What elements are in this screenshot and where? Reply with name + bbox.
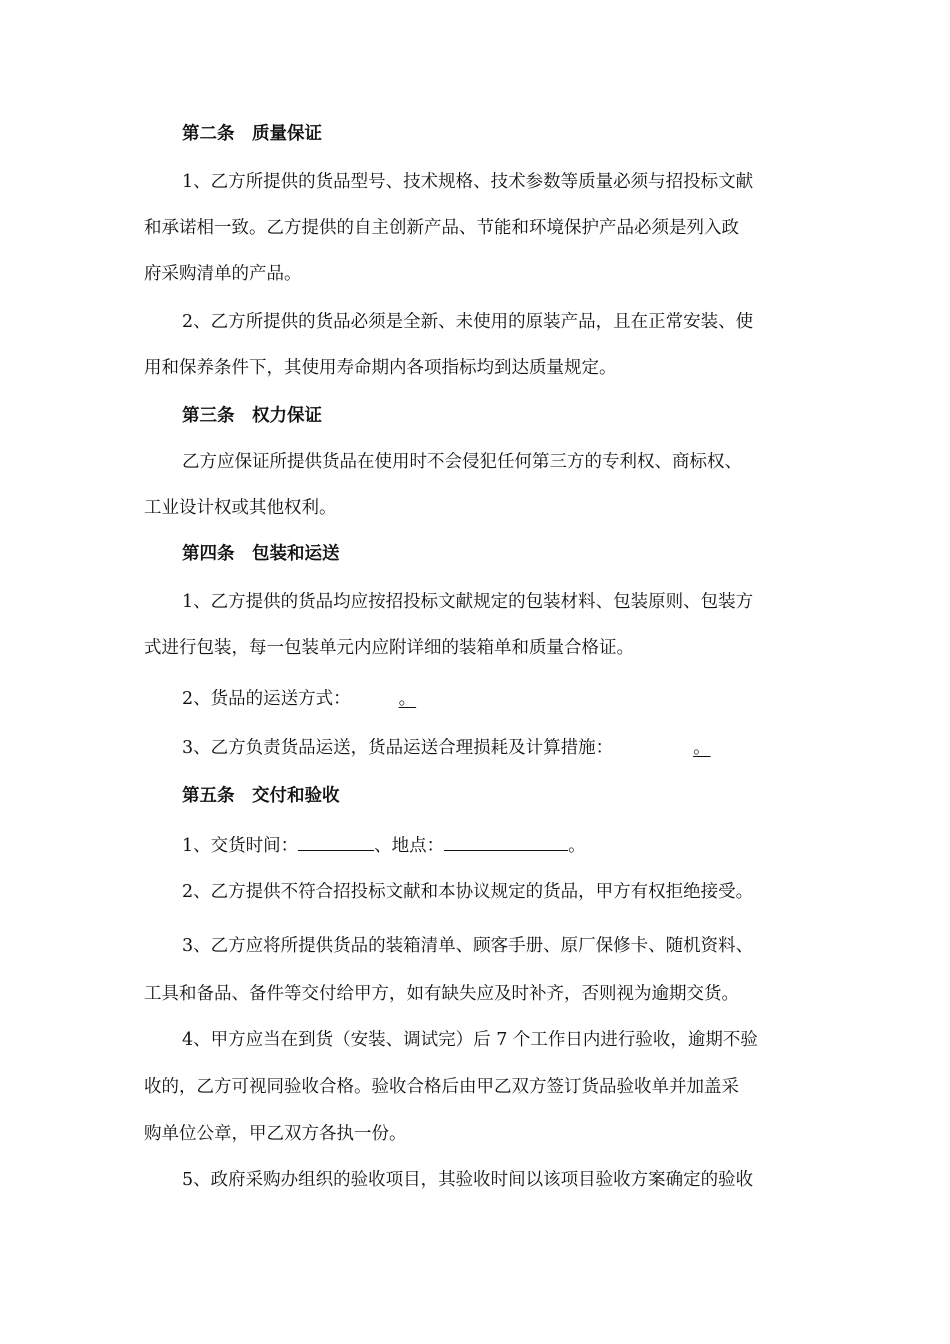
fill-blank — [351, 684, 399, 704]
paragraph-line: 乙方应保证所提供货品在使用时不会侵犯任何第三方的专利权、商标权、 — [182, 452, 742, 472]
delivery-time-blank — [298, 830, 374, 851]
transport-method-label: 2、货品的运送方式： — [182, 689, 351, 709]
paragraph-line: 4、甲方应当在到货（安装、调试完）后 7 个工作日内进行验收，逾期不验 — [182, 1030, 758, 1050]
section-heading-delivery: 第五条 交付和验收 — [182, 786, 340, 806]
paragraph-line: 1、乙方所提供的货品型号、技术规格、技术参数等质量必须与招投标文献 — [182, 172, 754, 192]
line-end-mark: 。 — [398, 689, 417, 709]
paragraph-line: 购单位公章，甲乙双方各执一份。 — [144, 1124, 407, 1144]
transport-method-blank — [351, 689, 423, 709]
paragraph-line: 2、乙方提供不符合招投标文献和本协议规定的货品，甲方有权拒绝接受。 — [182, 882, 754, 902]
paragraph-line: 5、政府采购办组织的验收项目，其验收时间以该项目验收方案确定的验收 — [182, 1170, 754, 1190]
paragraph-line: 收的，乙方可视同验收合格。验收合格后由甲乙双方签订货品验收单并加盖采 — [144, 1077, 739, 1097]
fill-blank — [613, 733, 693, 753]
paragraph-line: 和承诺相一致。乙方提供的自主创新产品、节能和环境保护产品必须是列入政 — [144, 218, 739, 238]
section-heading-rights: 第三条 权力保证 — [182, 406, 322, 426]
transport-loss-line — [182, 733, 717, 760]
paragraph-line: 1、乙方提供的货品均应按招投标文献规定的包装材料、包装原则、包装方 — [182, 592, 754, 612]
paragraph-line: 府采购清单的产品。 — [144, 264, 302, 284]
section-heading-quality: 第二条 质量保证 — [182, 124, 322, 144]
paragraph-line: 2、乙方所提供的货品必须是全新、未使用的原装产品，且在正常安装、使 — [182, 312, 754, 332]
paragraph-line: 式进行包装，每一包装单元内应附详细的装箱单和质量合格证。 — [144, 638, 634, 658]
transport-loss-blank — [613, 738, 717, 758]
paragraph-line: 工业设计权或其他权利。 — [144, 498, 337, 518]
line-end-mark: 。 — [568, 836, 586, 856]
line-end-mark: 。 — [693, 738, 711, 758]
delivery-place-label: 、地点： — [374, 836, 445, 856]
paragraph-line: 用和保养条件下，其使用寿命期内各项指标均到达质量规定。 — [144, 358, 617, 378]
section-heading-packaging: 第四条 包装和运送 — [182, 544, 340, 564]
delivery-place-blank — [444, 830, 568, 851]
paragraph-line: 工具和备品、备件等交付给甲方，如有缺失应及时补齐，否则视为逾期交货。 — [144, 984, 739, 1004]
paragraph-line: 3、乙方应将所提供货品的装箱清单、顾客手册、原厂保修卡、随机资料、 — [182, 936, 754, 956]
delivery-time-line — [182, 830, 586, 858]
delivery-time-label: 1、交货时间： — [182, 836, 299, 856]
transport-loss-label: 3、乙方负责货品运送，货品运送合理损耗及计算措施： — [182, 738, 614, 758]
transport-method-line — [182, 684, 422, 711]
